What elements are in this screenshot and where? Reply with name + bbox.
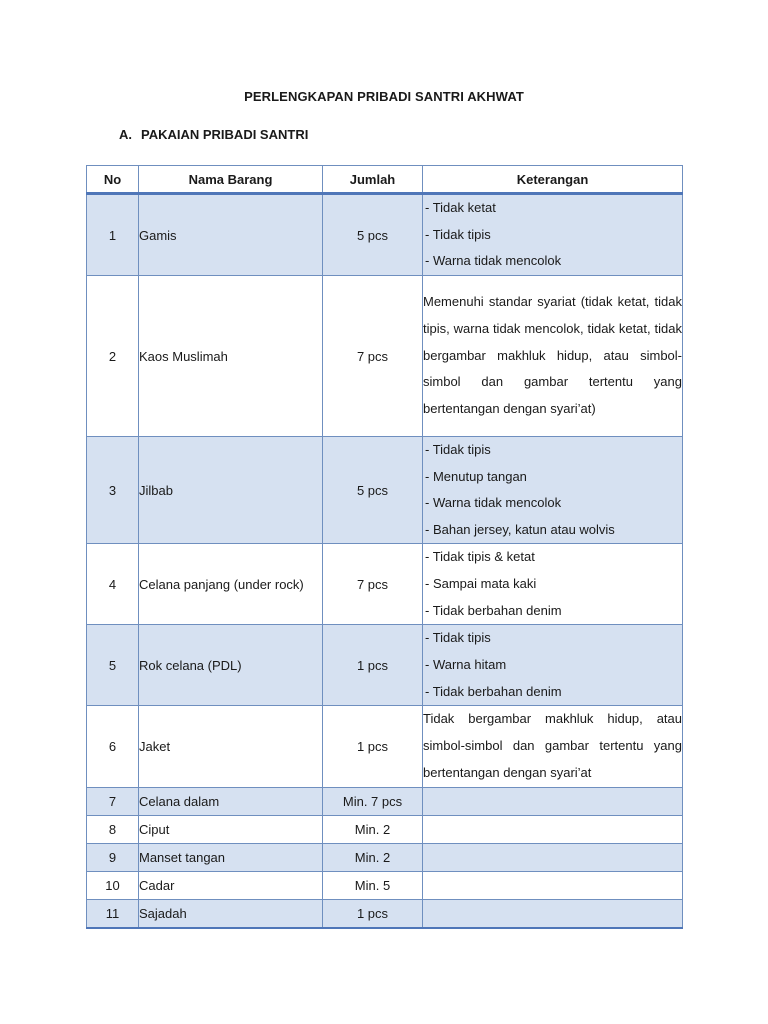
row-name: Celana panjang (under rock) — [139, 544, 323, 625]
row-note — [423, 871, 683, 899]
row-note — [423, 625, 683, 706]
section-heading — [119, 127, 308, 142]
row-no: 6 — [87, 706, 139, 787]
table-row — [87, 706, 683, 787]
note-item: - Bahan jersey, katun atau wolvis — [425, 521, 615, 537]
note-item: - Tidak berbahan denim — [425, 683, 562, 699]
row-note — [423, 787, 683, 815]
row-name: Celana dalam — [139, 787, 323, 815]
table-row — [87, 276, 683, 437]
row-note — [423, 815, 683, 843]
note-item: - Menutup tangan — [425, 468, 527, 484]
table-row — [87, 194, 683, 276]
table-row — [87, 437, 683, 544]
row-no: 9 — [87, 843, 139, 871]
note-item: - Warna tidak mencolok — [425, 253, 562, 269]
row-note: Memenuhi standar syariat (tidak ketat, tidak tipis, warna tidak mencolok, tidak ketat, tidak bergambar makhluk hidup, atau simbol-simbol dan gambar tertentu yang bertentangan dengan syari’at) — [423, 276, 683, 437]
row-no: 1 — [87, 194, 139, 276]
section-label: PAKAIAN PRIBADI SANTRI — [141, 127, 309, 142]
table-header-row — [87, 166, 683, 194]
table-row — [87, 843, 683, 871]
row-no: 5 — [87, 625, 139, 706]
row-no: 3 — [87, 437, 139, 544]
note-item: - Tidak tipis — [425, 442, 491, 457]
note-item: - Tidak berbahan denim — [425, 602, 562, 618]
row-qty: 1 pcs — [323, 706, 423, 787]
row-no: 10 — [87, 871, 139, 899]
row-qty: Min. 5 — [323, 871, 423, 899]
row-no: 4 — [87, 544, 139, 625]
note-item: - Tidak tipis & ketat — [425, 549, 535, 565]
document-title: PERLENGKAPAN PRIBADI SANTRI AKHWAT — [244, 89, 524, 104]
row-name: Rok celana (PDL) — [139, 625, 323, 706]
row-qty: 5 pcs — [323, 437, 423, 544]
row-note: Tidak bergambar makhluk hidup, atau simbol-simbol dan gambar tertentu yang bertentangan dengan syari’at — [423, 706, 683, 787]
row-note — [423, 194, 683, 276]
row-no: 11 — [87, 899, 139, 928]
table-row — [87, 544, 683, 625]
table-row — [87, 625, 683, 706]
row-name: Gamis — [139, 194, 323, 276]
header-note: Keterangan — [423, 166, 683, 194]
row-qty: 1 pcs — [323, 899, 423, 928]
row-qty: 7 pcs — [323, 544, 423, 625]
row-note — [423, 437, 683, 544]
row-note — [423, 544, 683, 625]
row-qty: 1 pcs — [323, 625, 423, 706]
note-item: - Warna tidak mencolok — [425, 495, 562, 511]
row-name: Cadar — [139, 871, 323, 899]
table-row — [87, 787, 683, 815]
row-name: Kaos Muslimah — [139, 276, 323, 437]
row-qty: Min. 7 pcs — [323, 787, 423, 815]
header-name: Nama Barang — [139, 166, 323, 194]
row-name: Sajadah — [139, 899, 323, 928]
row-note — [423, 899, 683, 928]
note-item: - Warna hitam — [425, 657, 507, 673]
row-name: Jilbab — [139, 437, 323, 544]
items-table — [86, 165, 683, 929]
row-no: 7 — [87, 787, 139, 815]
row-name: Manset tangan — [139, 843, 323, 871]
row-name: Jaket — [139, 706, 323, 787]
row-qty: Min. 2 — [323, 843, 423, 871]
note-item: - Tidak tipis — [425, 630, 491, 646]
table-row — [87, 815, 683, 843]
row-qty: Min. 2 — [323, 815, 423, 843]
note-item: - Tidak tipis — [425, 226, 491, 242]
row-name: Ciput — [139, 815, 323, 843]
table-row — [87, 871, 683, 899]
row-no: 2 — [87, 276, 139, 437]
row-qty: 7 pcs — [323, 276, 423, 437]
table-row — [87, 899, 683, 928]
header-qty: Jumlah — [323, 166, 423, 194]
section-letter: A. — [119, 127, 132, 142]
row-no: 8 — [87, 815, 139, 843]
row-note — [423, 843, 683, 871]
header-no: No — [87, 166, 139, 194]
note-item: - Tidak ketat — [425, 200, 496, 216]
note-item: - Sampai mata kaki — [425, 576, 537, 592]
row-qty: 5 pcs — [323, 194, 423, 276]
